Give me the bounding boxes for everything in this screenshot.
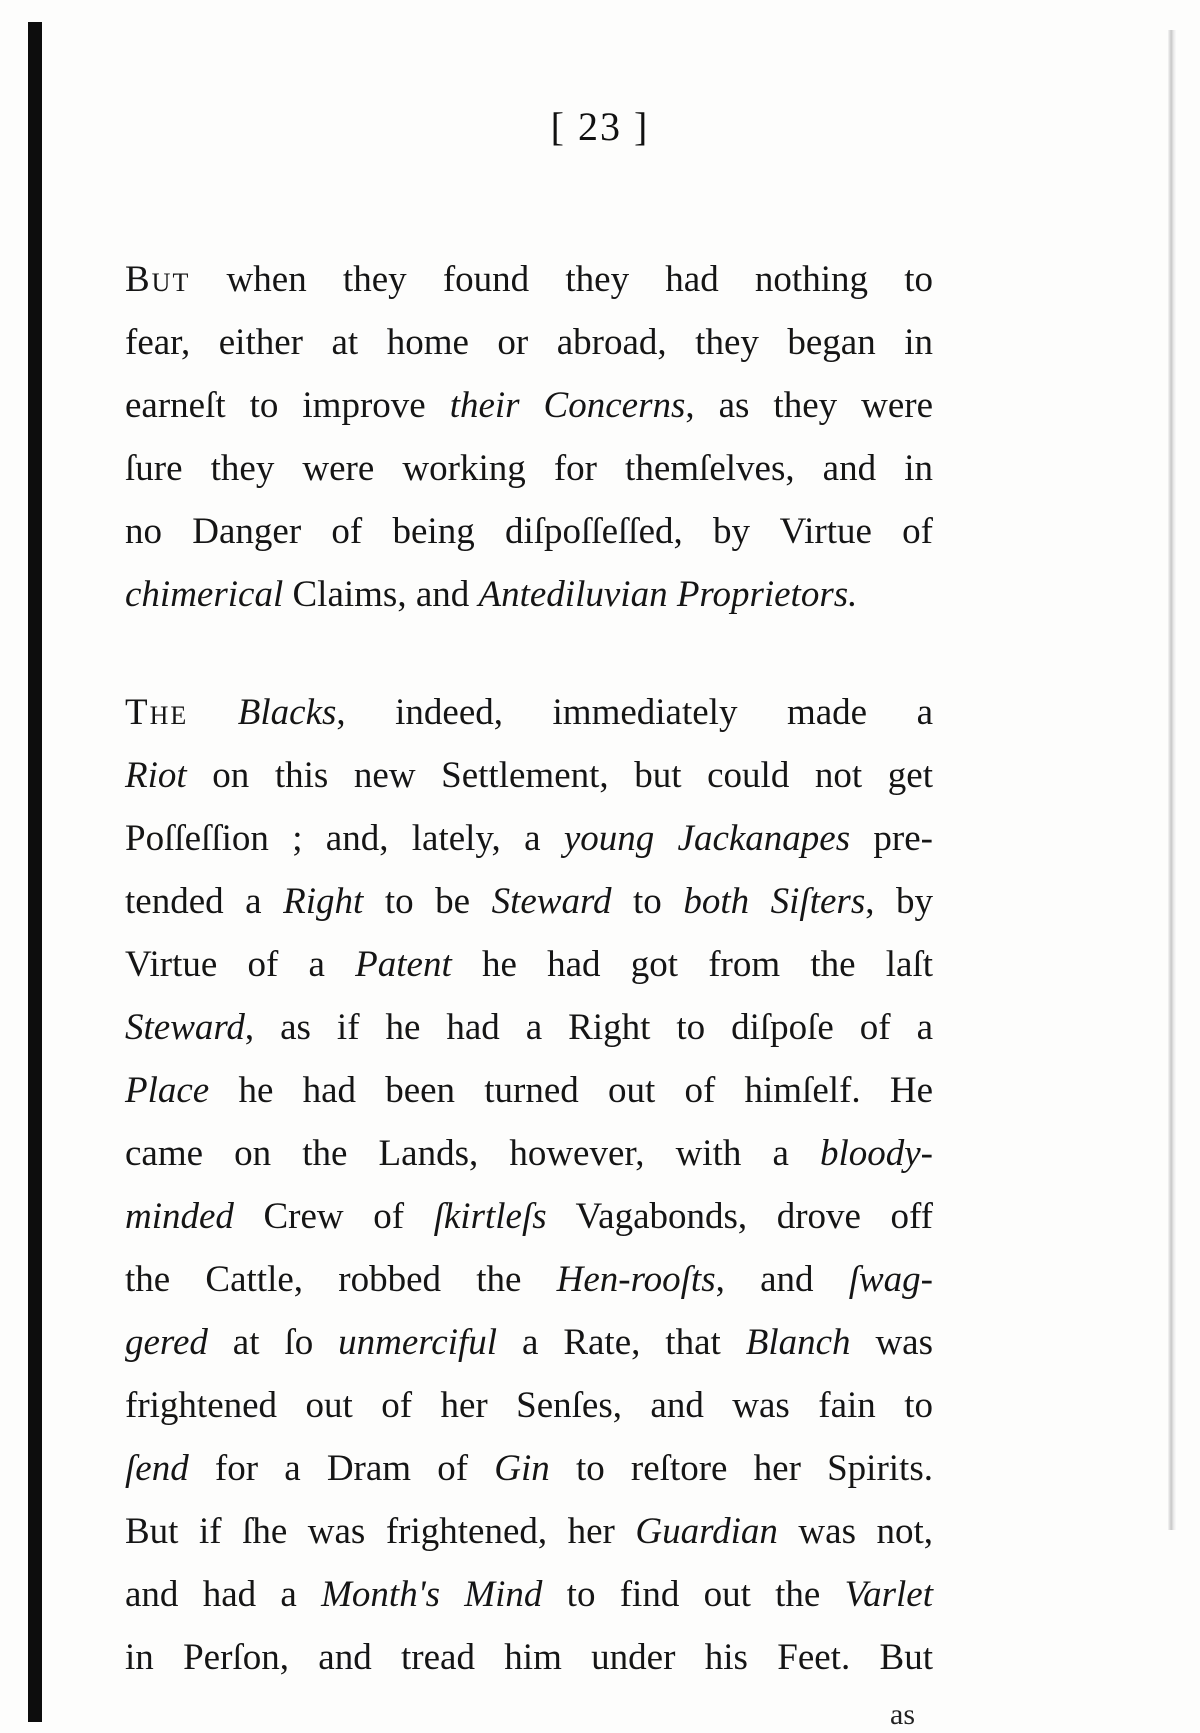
text-line: ſure they were working for themſelves, and in [125, 448, 933, 489]
text-line: Riot on this new Settlement, but could not get [125, 755, 933, 796]
text-line: fear, either at home or abroad, they began in [125, 322, 933, 363]
text-line: earneſt to improve their Concerns, as they were [125, 385, 933, 426]
text-line: came on the Lands, however, with a bloody- [125, 1133, 933, 1174]
text-line: The Blacks, indeed, immediately made a [125, 692, 933, 733]
paragraph-2 [125, 681, 933, 1689]
text-line: the Cattle, robbed the Hen-rooſts, and ſwag- [125, 1259, 933, 1300]
text-line: in Perſon, and tread him under his Feet. But [125, 1637, 933, 1678]
text-line: and had a Month's Mind to find out the Varlet [125, 1574, 933, 1615]
page-number: [ 23 ] [550, 104, 650, 149]
text-line: ſend for a Dram of Gin to reſtore her Spirits. [125, 1448, 933, 1489]
text-line: chimerical Claims, and Antediluvian Proprietors. [125, 574, 858, 615]
text-line: Steward, as if he had a Right to diſpoſe of a [125, 1007, 933, 1048]
catchword: as [890, 1698, 915, 1731]
text-line: frightened out of her Senſes, and was fain to [125, 1385, 933, 1426]
text-line: But when they found they had nothing to [125, 259, 933, 300]
text-line: no Danger of being diſpoſſeſſed, by Virtue of [125, 511, 933, 552]
paragraph-1 [125, 248, 933, 626]
text-line: Virtue of a Patent he had got from the laſt [125, 944, 934, 985]
text-line: gered at ſo unmerciful a Rate, that Blanch was [125, 1322, 933, 1363]
text-line: Place he had been turned out of himſelf. He [125, 1070, 933, 1111]
text-line: But if ſhe was frightened, her Guardian was not, [125, 1511, 934, 1552]
page-edge-shadow [1168, 30, 1176, 1530]
text-line: Poſſeſſion ; and, lately, a young Jackanapes pre- [125, 818, 933, 859]
text-line: minded Crew of ſkirtleſs Vagabonds, drove off [125, 1196, 933, 1237]
text-line: tended a Right to be Steward to both Siſters, by [125, 881, 933, 922]
binding-shadow [28, 22, 42, 1722]
